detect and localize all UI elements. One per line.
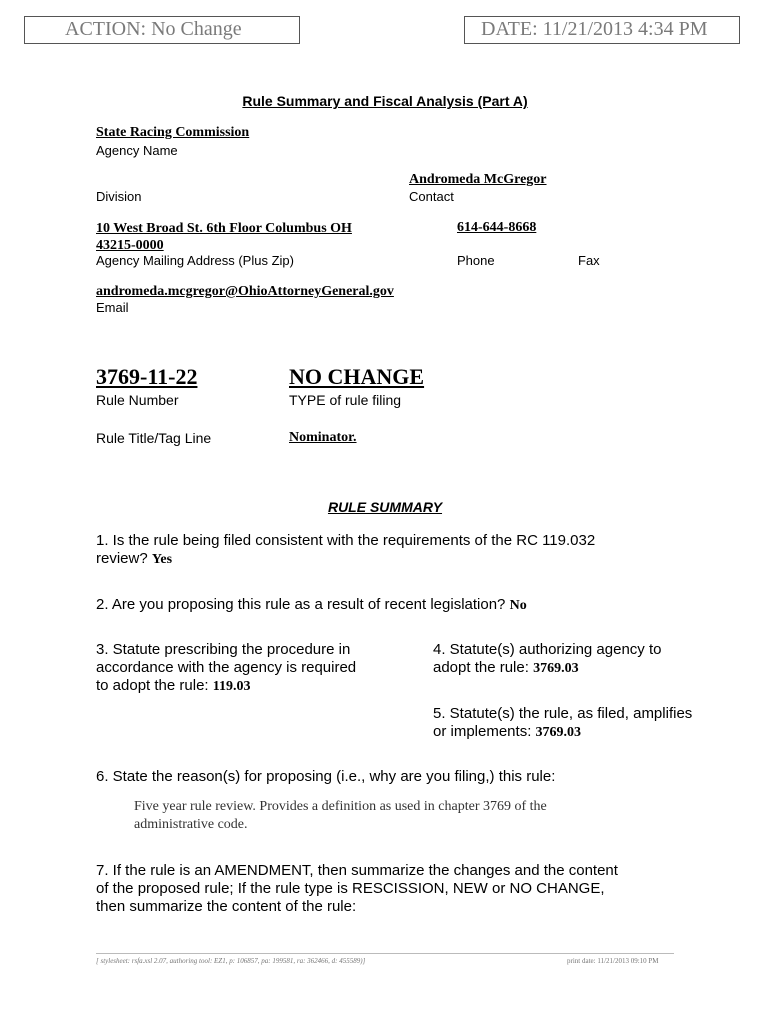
question-6-answer-line-1: Five year rule review. Provides a definition as used in chapter 3769 of the <box>134 799 547 814</box>
email-label: Email <box>96 300 129 315</box>
question-5-line-1: 5. Statute(s) the rule, as filed, amplifies <box>433 705 693 722</box>
question-4 <box>433 641 733 678</box>
question-3-line-1: 3. Statute prescribing the procedure in <box>96 641 351 658</box>
phone-value: 614-644-8668 <box>457 220 537 235</box>
agency-name-label: Agency Name <box>96 143 178 158</box>
rule-type-value: NO CHANGE <box>289 364 425 389</box>
fax-label: Fax <box>578 253 600 268</box>
question-3 <box>96 641 396 696</box>
question-1-line-2: review? <box>96 550 148 567</box>
question-7-line-2: of the proposed rule; If the rule type is RESCISSION, NEW or NO CHANGE, <box>96 880 605 897</box>
question-3-answer: 119.03 <box>212 679 251 694</box>
action-box <box>24 16 300 44</box>
question-6-answer-line-2: administrative code. <box>134 817 248 832</box>
question-4-answer: 3769.03 <box>533 661 579 676</box>
question-7 <box>96 862 716 916</box>
question-2 <box>96 596 696 615</box>
phone-label: Phone <box>457 253 495 268</box>
rule-number-value: 3769-11-22 <box>96 364 198 389</box>
page-title: Rule Summary and Fiscal Analysis (Part A) <box>242 93 528 109</box>
question-1-line-1: 1. Is the rule being filed consistent with the requirements of the RC 119.032 <box>96 532 596 549</box>
question-7-line-3: then summarize the content of the rule: <box>96 898 357 915</box>
question-6-answer <box>134 798 547 834</box>
question-5-answer: 3769.03 <box>535 725 582 740</box>
address-value <box>96 220 352 254</box>
question-6: 6. State the reason(s) for proposing (i.e., why are you filing,) this rule: <box>96 768 556 785</box>
question-3-line-3: to adopt the rule: <box>96 677 209 694</box>
date-text: DATE: 11/21/2013 4:34 PM <box>481 18 708 40</box>
division-label: Division <box>96 189 142 204</box>
question-1 <box>96 532 696 569</box>
footer-divider <box>96 953 674 954</box>
question-2-answer: No <box>509 598 527 613</box>
question-5 <box>433 705 743 742</box>
email-value: andromeda.mcgregor@OhioAttorneyGeneral.gov <box>96 284 394 299</box>
question-4-line-2: adopt the rule: <box>433 659 529 676</box>
rule-type-label: TYPE of rule filing <box>289 392 402 408</box>
rule-title-value: Nominator. <box>289 430 357 445</box>
contact-label: Contact <box>409 189 454 204</box>
agency-name-value: State Racing Commission <box>96 125 250 140</box>
address-line-1: 10 West Broad St. 6th Floor Columbus OH <box>96 221 352 236</box>
rule-number-label: Rule Number <box>96 392 179 408</box>
question-5-line-2: or implements: <box>433 723 532 740</box>
rule-title-label: Rule Title/Tag Line <box>96 430 212 446</box>
question-7-line-1: 7. If the rule is an AMENDMENT, then summarize the changes and the content <box>96 862 618 879</box>
address-line-2: 43215-0000 <box>96 238 164 253</box>
question-1-answer: Yes <box>151 552 173 567</box>
question-3-line-2: accordance with the agency is required <box>96 659 357 676</box>
question-2-text: 2. Are you proposing this rule as a result of recent legislation? <box>96 596 506 613</box>
contact-value: Andromeda McGregor <box>409 172 547 187</box>
footer-stylesheet-info: [ stylesheet: rsfa.xsl 2.07, authoring tool: EZ1, p: 106857, pa: 199581, ra: 362466, d: 455589)] <box>96 957 366 965</box>
address-label: Agency Mailing Address (Plus Zip) <box>96 253 294 268</box>
rule-summary-heading: RULE SUMMARY <box>327 499 443 515</box>
footer-print-date: print date: 11/21/2013 09:10 PM <box>567 957 659 965</box>
question-4-line-1: 4. Statute(s) authorizing agency to <box>433 641 662 658</box>
date-box <box>464 16 740 44</box>
action-text: ACTION: No Change <box>65 18 242 40</box>
